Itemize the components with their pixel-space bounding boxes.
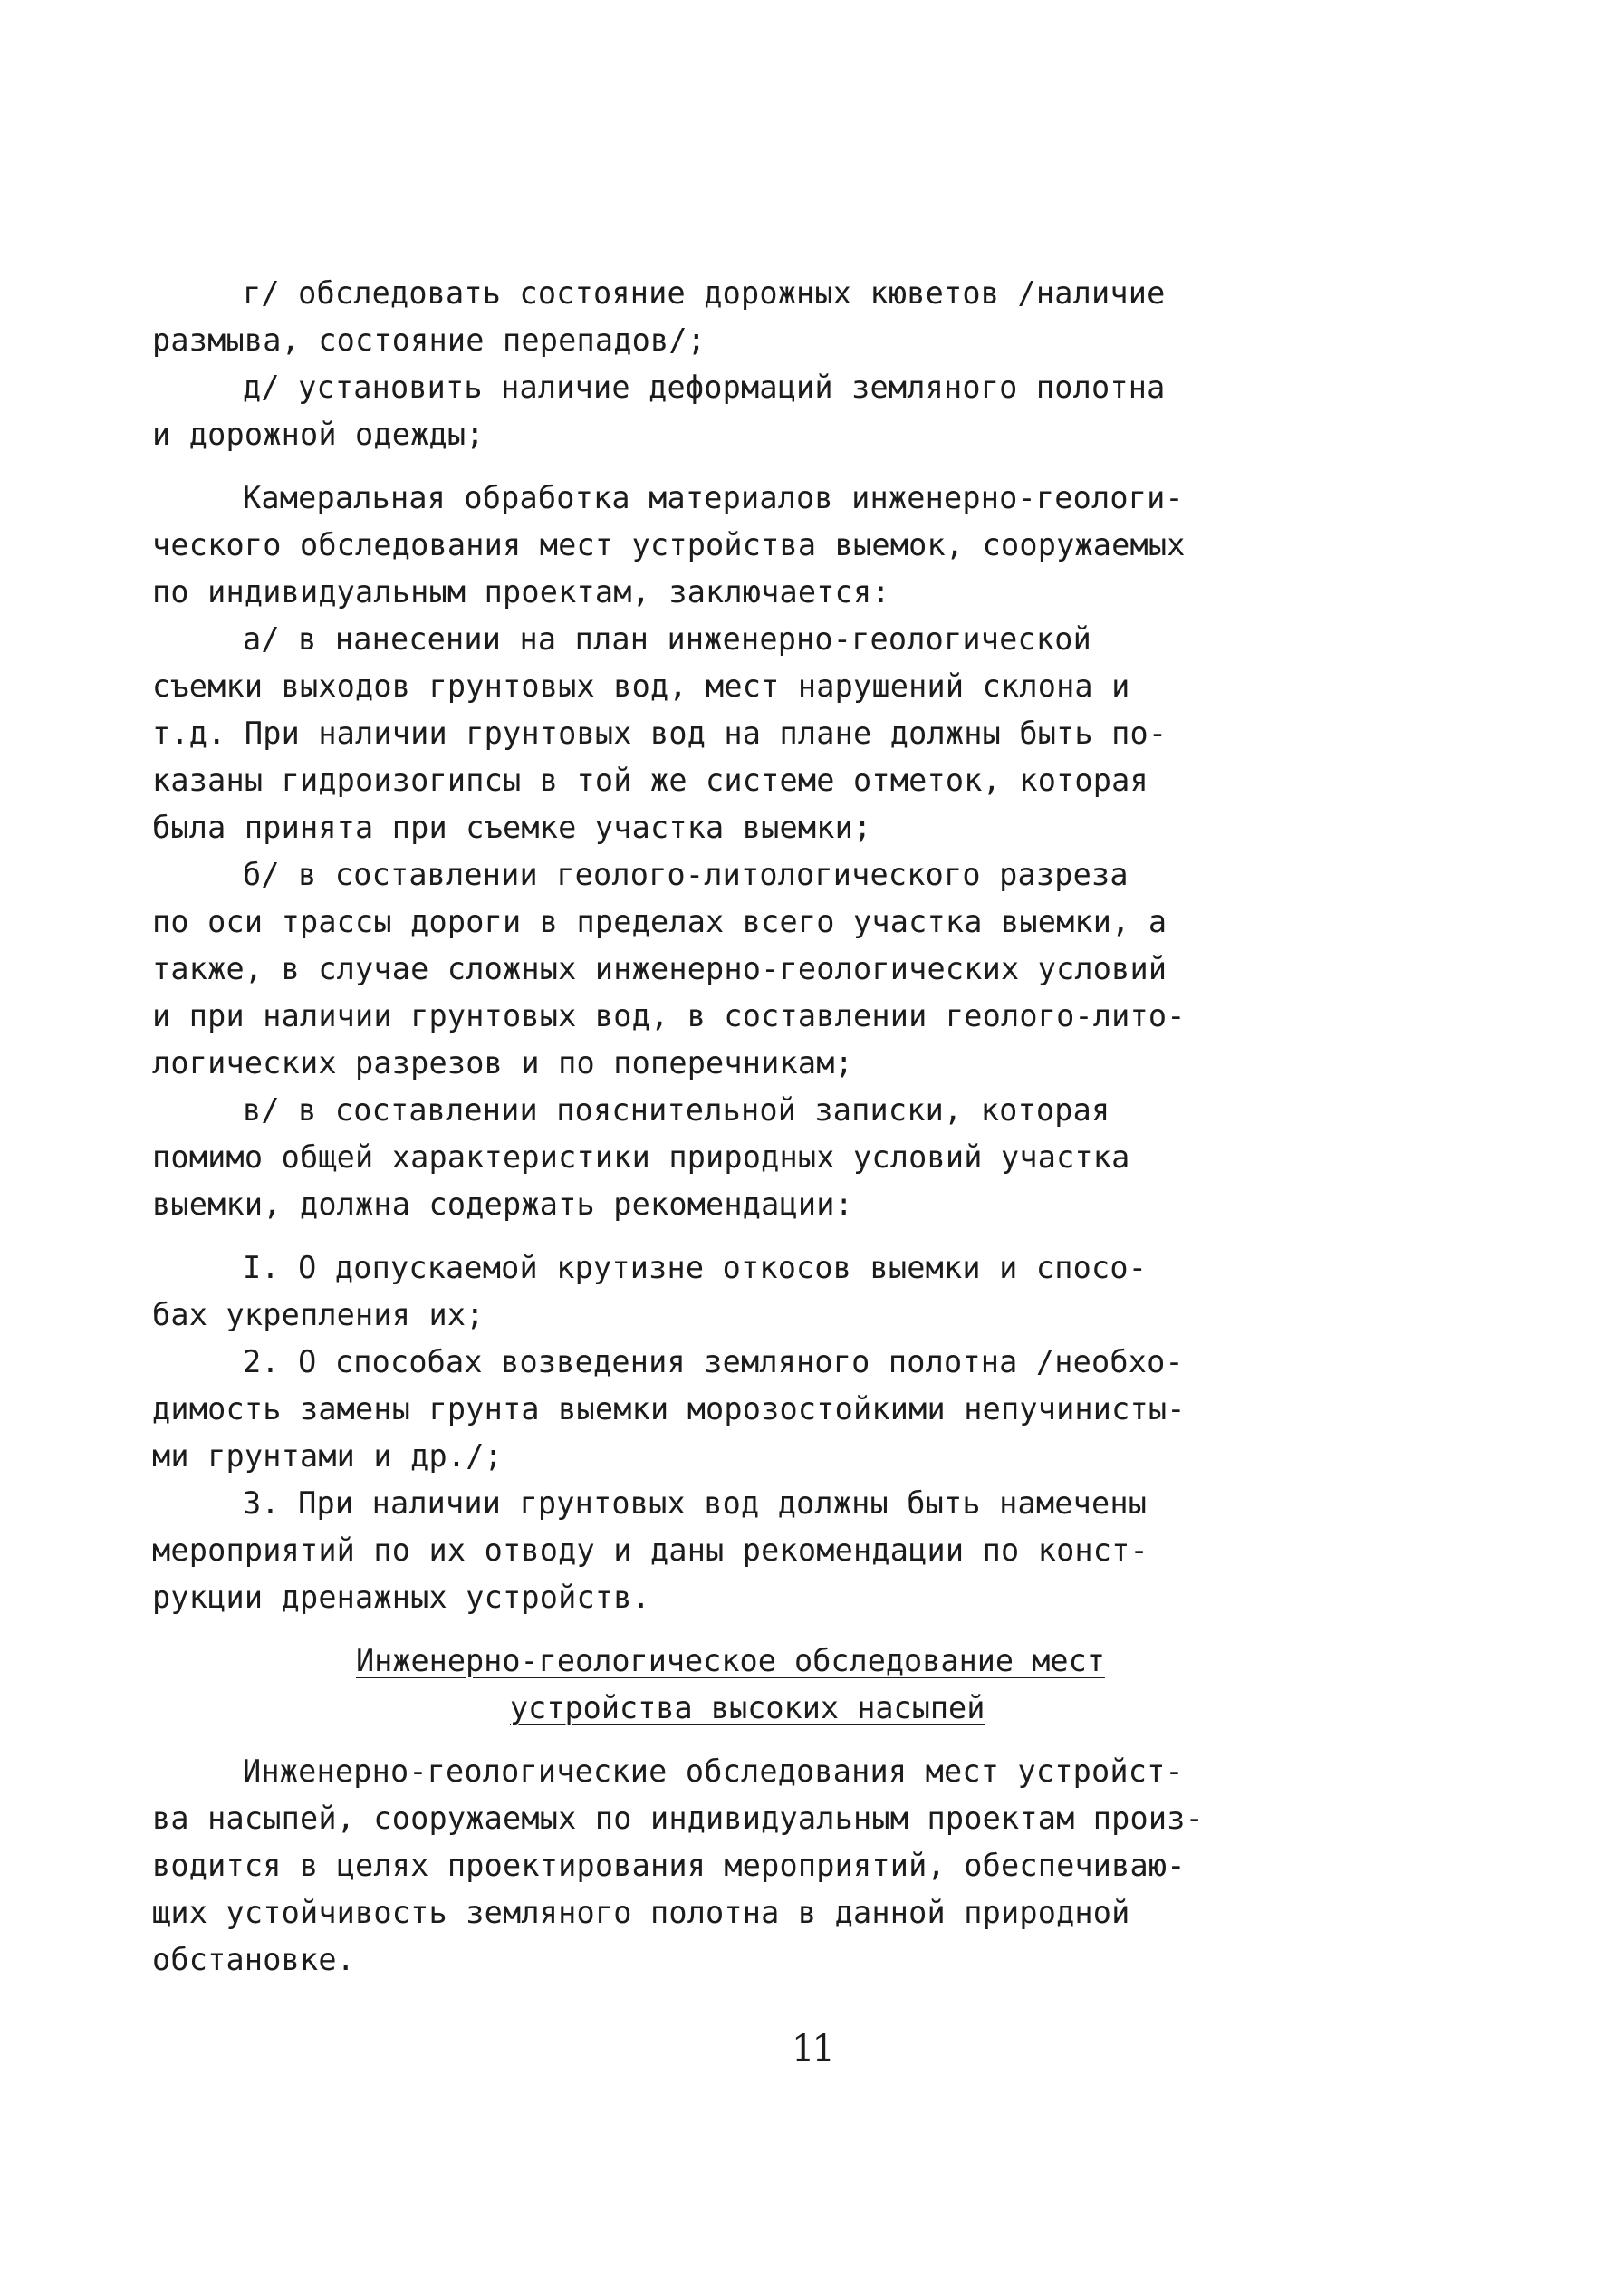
paragraph-line: б/ в составлении геолого-литологического разреза <box>243 857 1129 892</box>
section-heading <box>152 1638 1275 1732</box>
paragraph-line: а/ в нанесении на план инженерно-геологической <box>243 621 1091 657</box>
paragraph-line: по оси трассы дороги в пределах всего участка выемки, а <box>152 904 1168 939</box>
paragraph-line: рукции дренажных устройств. <box>152 1580 650 1615</box>
heading-line <box>152 1638 1275 1685</box>
paragraph-line: по индивидуальным проектам, заключается: <box>152 574 890 610</box>
paragraph-line: и дорожной одежды; <box>152 417 485 452</box>
heading-text: устройства высоких насыпей <box>510 1690 985 1725</box>
paragraph-line: обстановке. <box>152 1942 356 1977</box>
paragraph-fill <box>152 1748 1275 1984</box>
paragraph-line: ва насыпей, сооружаемых по индивидуальным проектам произ- <box>152 1801 1205 1836</box>
paragraph-line: т.д. При наличии грунтовых вод на плане должны быть по- <box>152 716 1168 751</box>
paragraph-line: Инженерно-геологические обследования мест устройст- <box>243 1753 1184 1789</box>
paragraph-v <box>152 1087 1275 1228</box>
heading-text: Инженерно-геологическое обследование мест <box>356 1643 1105 1678</box>
paragraph-line: Камеральная обработка материалов инженерно-геологи- <box>243 480 1184 515</box>
paragraph-line: 3. При наличии грунтовых вод должны быть намечены <box>243 1485 1148 1521</box>
paragraph-line: бах укрепления их; <box>152 1297 485 1332</box>
paragraph-cameral <box>152 475 1275 616</box>
paragraph-line: помимо общей характеристики природных условий участка <box>152 1139 1130 1175</box>
body-text <box>152 270 1275 1984</box>
paragraph-line: ми грунтами и др./; <box>152 1438 504 1474</box>
page-number: 11 <box>792 2028 832 2070</box>
paragraph-line: I. О допускаемой крутизне откосов выемки и спосо- <box>243 1250 1148 1285</box>
heading-line <box>152 1685 1275 1732</box>
paragraph-b <box>152 851 1275 1087</box>
paragraph-line: д/ установить наличие деформаций земляного полотна <box>243 370 1166 405</box>
paragraph-line: логических разрезов и по поперечникам; <box>152 1045 854 1081</box>
list-item-1 <box>152 1244 1275 1339</box>
paragraph-g <box>152 270 1275 364</box>
paragraph-line: и при наличии грунтовых вод, в составлении геолого-лито- <box>152 998 1186 1033</box>
paragraph-line: водится в целях проектирования мероприятий, обеспечиваю- <box>152 1848 1186 1883</box>
paragraph-line: 2. О способах возведения земляного полотна /необхо- <box>243 1344 1184 1379</box>
paragraph-line: ческого обследования мест устройства выемок, сооружаемых <box>152 527 1186 562</box>
list-item-2 <box>152 1339 1275 1480</box>
list-item-3 <box>152 1480 1275 1621</box>
paragraph-d <box>152 364 1275 458</box>
paragraph-line: мероприятий по их отводу и даны рекомендации по конст- <box>152 1532 1148 1568</box>
paragraph-line: димость замены грунта выемки морозостойкими непучинисты- <box>152 1391 1186 1427</box>
paragraph-line: щих устойчивость земляного полотна в данной природной <box>152 1895 1130 1930</box>
paragraph-line: казаны гидроизогипсы в той же системе отметок, которая <box>152 763 1148 798</box>
paragraph-line: выемки, должна содержать рекомендации: <box>152 1187 854 1222</box>
paragraph-line: г/ обследовать состояние дорожных кюветов /наличие <box>243 275 1166 311</box>
paragraph-line: съемки выходов грунтовых вод, мест нарушений склона и <box>152 668 1130 704</box>
paragraph-line: также, в случае сложных инженерно-геологических условий <box>152 951 1168 986</box>
paragraph-a <box>152 616 1275 851</box>
paragraph-line: была принята при съемке участка выемки; <box>152 810 872 845</box>
paragraph-line: размыва, состояние перепадов/; <box>152 322 706 358</box>
paragraph-line: в/ в составлении пояснительной записки, которая <box>243 1092 1110 1128</box>
